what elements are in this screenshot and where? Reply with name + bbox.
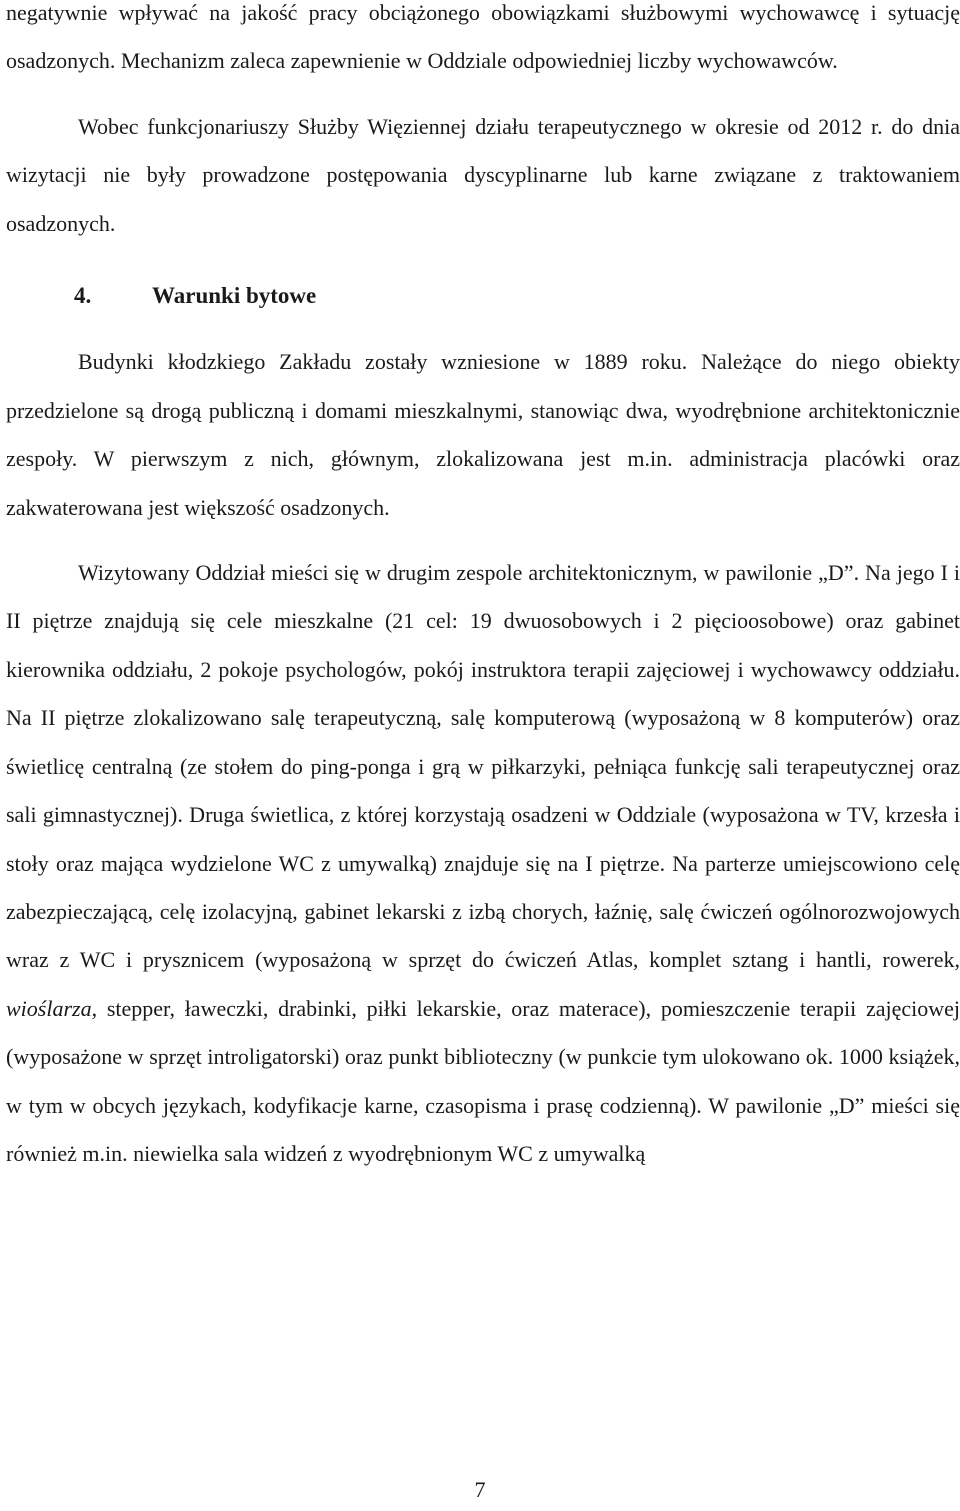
- document-page: [6, 0, 960, 1178]
- ward-text-part-2: , stepper, ławeczki, drabinki, piłki lekarskie, oraz materace), pomieszczenie terapii zajęciowej (wyposażone w sprzęt introligatorski) oraz punkt biblioteczny (w punkcie tym ulokowano ok. 1000 książek, w tym w obcych językach, kodyfikacje karne, czasopisma i prasę codzienną). W pawilonie „D” mieści się również m.in. niewielka sala widzeń z wyodrębnionym WC z umywalką: [6, 995, 960, 1166]
- section-heading: [6, 272, 960, 320]
- ward-text-italic: wioślarza: [6, 995, 92, 1021]
- paragraph-disciplinary: Wobec funkcjonariuszy Służby Więziennej działu terapeutycznego w okresie od 2012 r. do dnia wizytacji nie były prowadzone postępowania dyscyplinarne lub karne związane z traktowaniem osadzonych.: [6, 113, 960, 236]
- paragraph-ward-description: [6, 549, 960, 1178]
- page-number: 7: [474, 1477, 486, 1502]
- section-title: Warunki bytowe: [152, 283, 317, 309]
- paragraph-buildings: Budynki kłodzkiego Zakładu zostały wzniesione w 1889 roku. Należące do niego obiekty przedzielone są drogą publiczną i domami mieszkalnymi, stanowiąc dwa, wyodrębnione architektonicznie zespoły. W pierwszym z nich, głównym, zlokalizowana jest m.in. administracja placówki oraz zakwaterowana jest większość osadzonych.: [6, 349, 960, 520]
- paragraph-continuation: negatywnie wpływać na jakość pracy obciążonego obowiązkami służbowymi wychowawcę i sytuację osadzonych. Mechanizm zaleca zapewnienie w Oddziale odpowiedniej liczby wychowawców.: [6, 0, 960, 74]
- ward-text-part-1: Wizytowany Oddział mieści się w drugim zespole architektonicznym, w pawilonie „D”. Na jego I i II piętrze znajdują się cele mieszkalne (21 cel: 19 dwuosobowych i 2 pięcioosobowe) oraz gabinet kierownika oddziału, 2 pokoje psychologów, pokój instruktora terapii zajęciowej i wychowawcy oddziału. Na II piętrze zlokalizowano salę terapeutyczną, salę komputerową (wyposażoną w 8 komputerów) oraz świetlicę centralną (ze stołem do ping-ponga i grą w piłkarzyki, pełniąca funkcję sali terapeutycznej oraz sali gimnastycznej). Druga świetlica, z której korzystają osadzeni w Oddziale (wyposażona w TV, krzesła i stoły oraz mająca wydzielone WC z umywalką) znajduje się na I piętrze. Na parterze umiejscowiono celę zabezpieczającą, celę izolacyjną, gabinet lekarski z izbą chorych, łaźnię, salę ćwiczeń ogólnorozwojowych wraz z WC i prysznicem (wyposażoną w sprzęt do ćwiczeń Atlas, komplet sztang i hantli, rowerek,: [6, 560, 960, 973]
- section-number: 4.: [74, 283, 92, 309]
